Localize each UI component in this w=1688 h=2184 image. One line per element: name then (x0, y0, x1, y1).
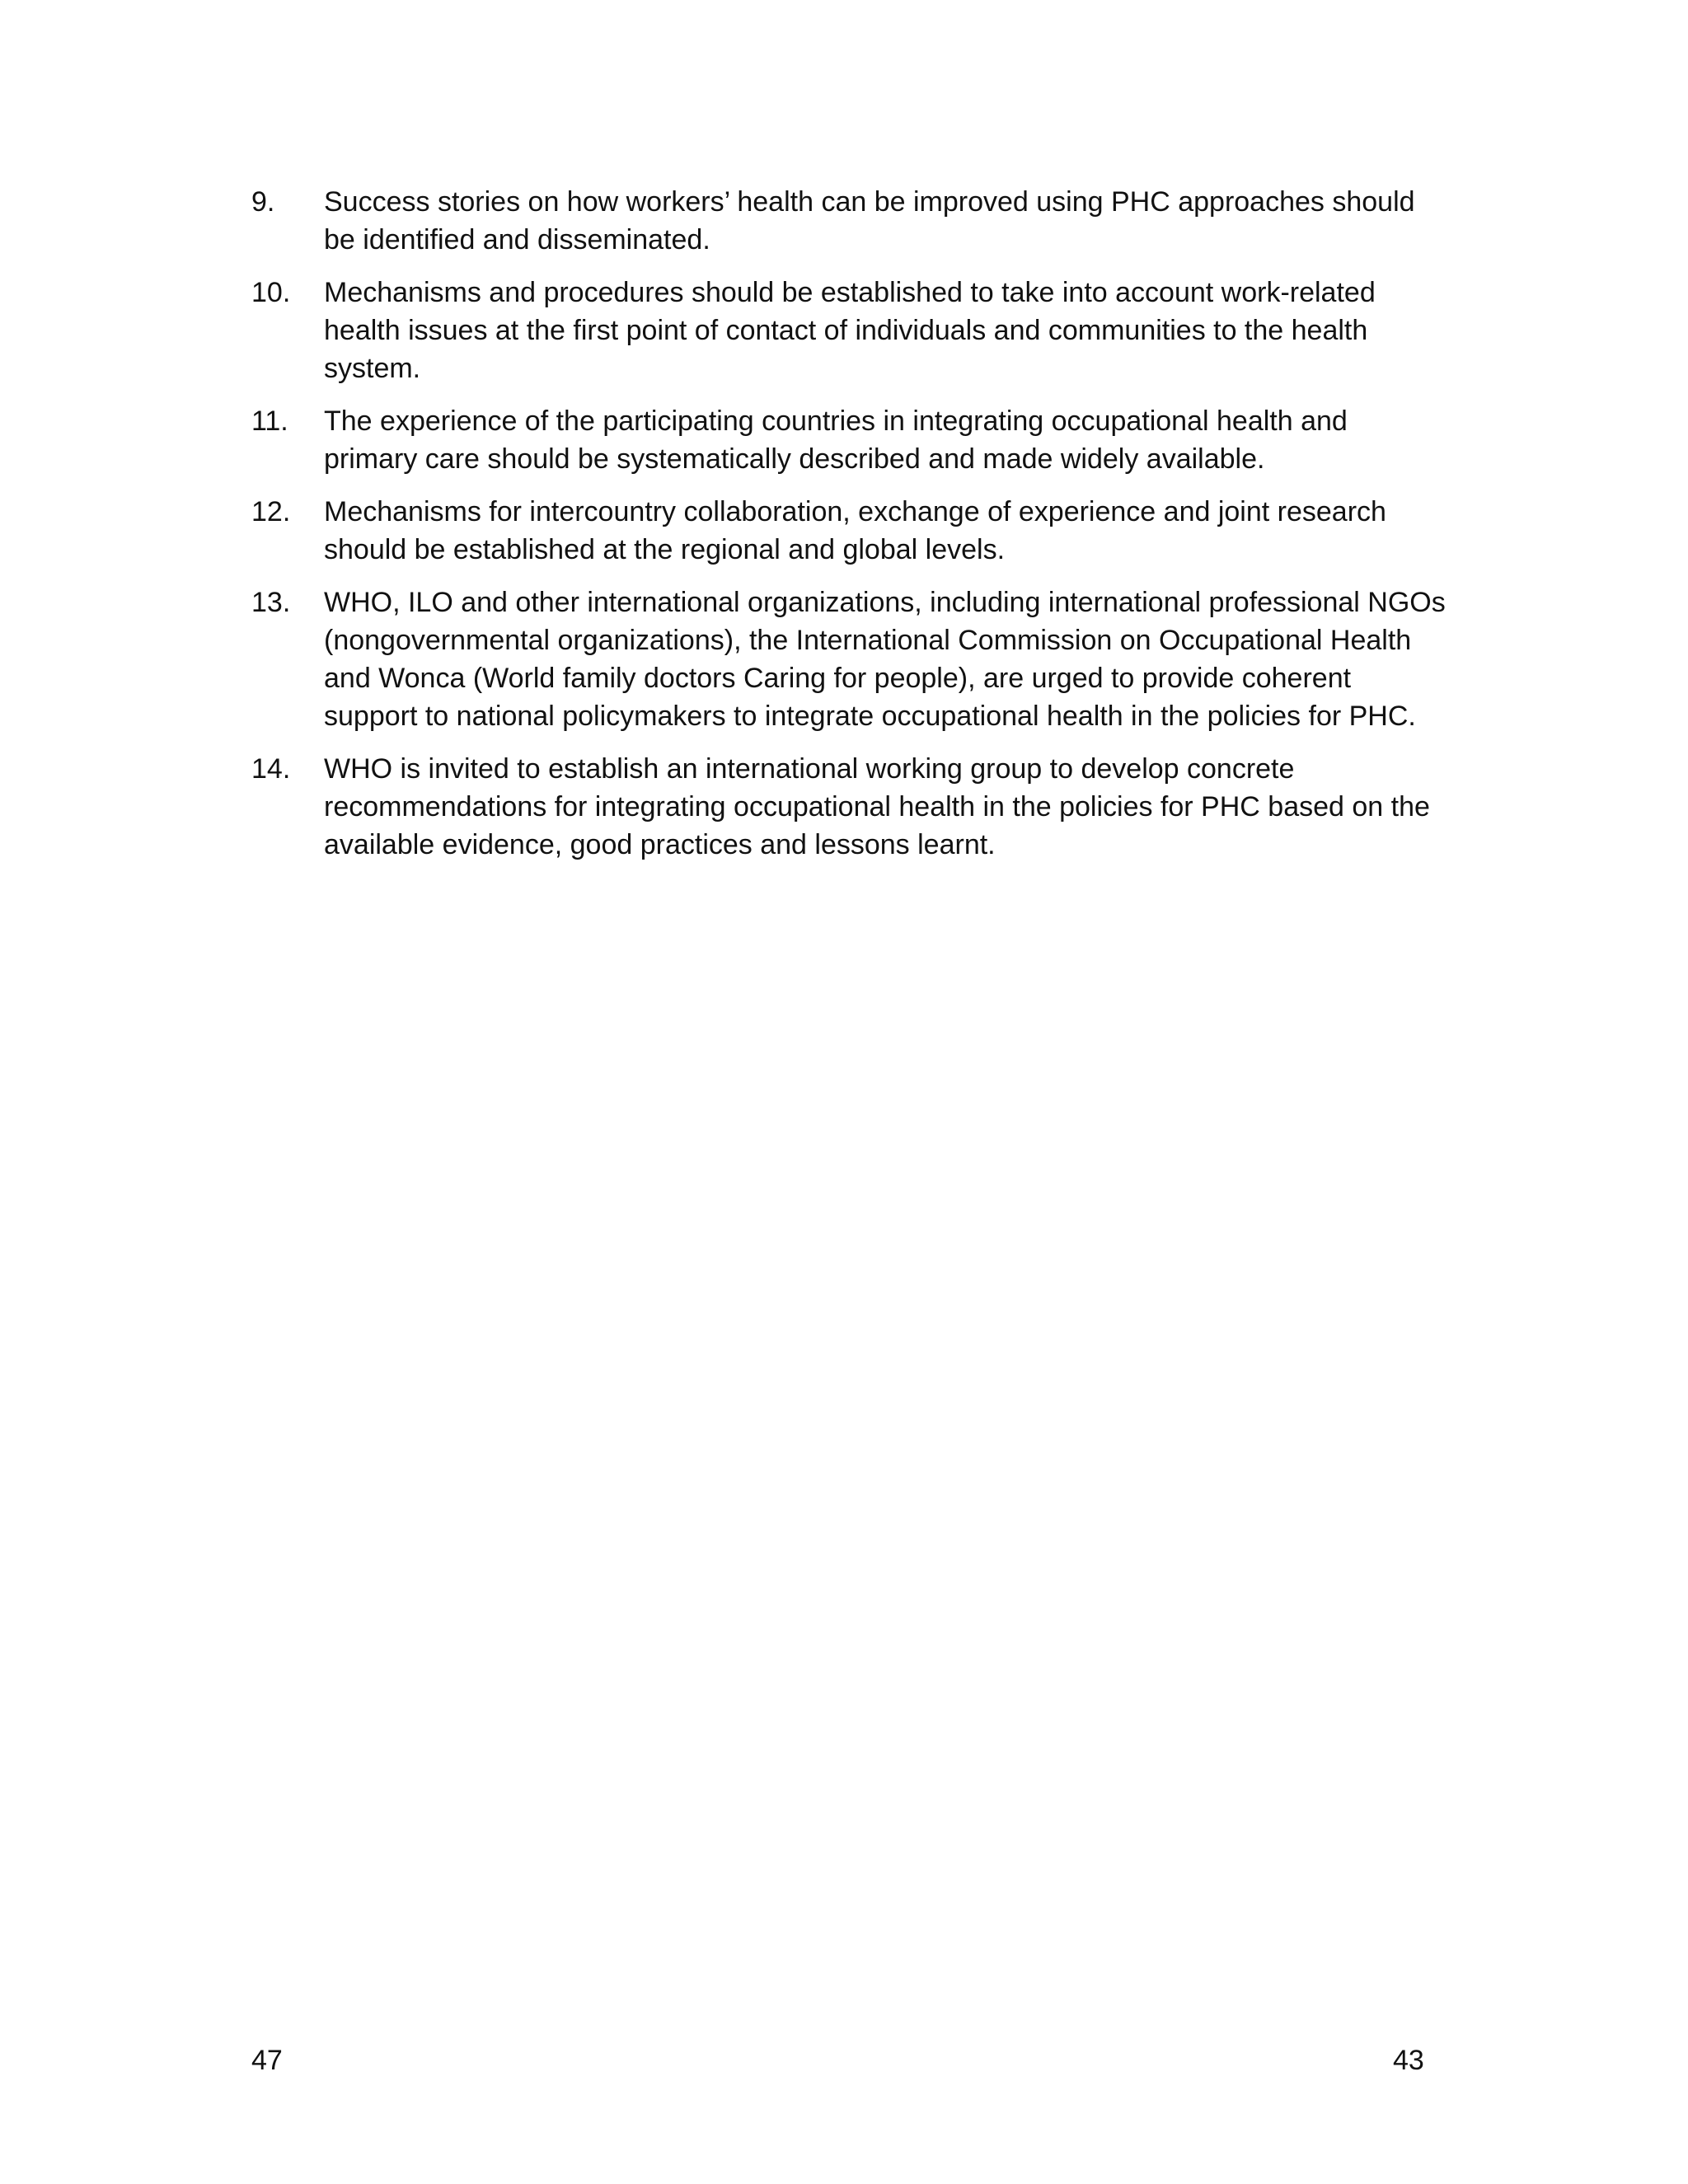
list-item (251, 583, 1447, 735)
right-page-number: 43 (1393, 2045, 1424, 2076)
list-item (251, 183, 1447, 259)
list-item (251, 274, 1447, 387)
list-item-text: The experience of the participating countries in integrating occupational health and primary care should be systematically described and made widely available. (324, 405, 1348, 475)
list-item-text: WHO, ILO and other international organizations, including international professional NGOs (nongovernmental organizations), the International Commission on Occupational Health and Wonca (World family doctors Caring for people), are urged to provide coherent support to national policymakers to integrate occupational health in the policies for PHC. (324, 587, 1446, 732)
list-item-number: 10. (251, 277, 291, 308)
list-item-number: 9. (251, 186, 275, 218)
page-content (251, 183, 1447, 879)
list-item-text: Success stories on how workers’ health can be improved using PHC approaches should be identified and disseminated. (324, 186, 1415, 255)
list-item (251, 750, 1447, 864)
recommendations-list (251, 183, 1447, 864)
list-item-number: 12. (251, 496, 291, 527)
list-item (251, 493, 1447, 569)
list-item (251, 402, 1447, 478)
left-page-number: 47 (251, 2045, 283, 2076)
list-item-text: Mechanisms for intercountry collaboration, exchange of experience and joint research should be established at the regional and global levels. (324, 496, 1386, 565)
list-item-text: Mechanisms and procedures should be established to take into account work-related health issues at the first point of contact of individuals and communities to the health system. (324, 277, 1376, 384)
list-item-number: 13. (251, 587, 291, 618)
list-item-text: WHO is invited to establish an international working group to develop concrete recommendations for integrating occupational health in the policies for PHC based on the available evidence, good practices and lessons learnt. (324, 753, 1430, 860)
list-item-number: 11. (251, 405, 288, 437)
list-item-number: 14. (251, 753, 291, 785)
